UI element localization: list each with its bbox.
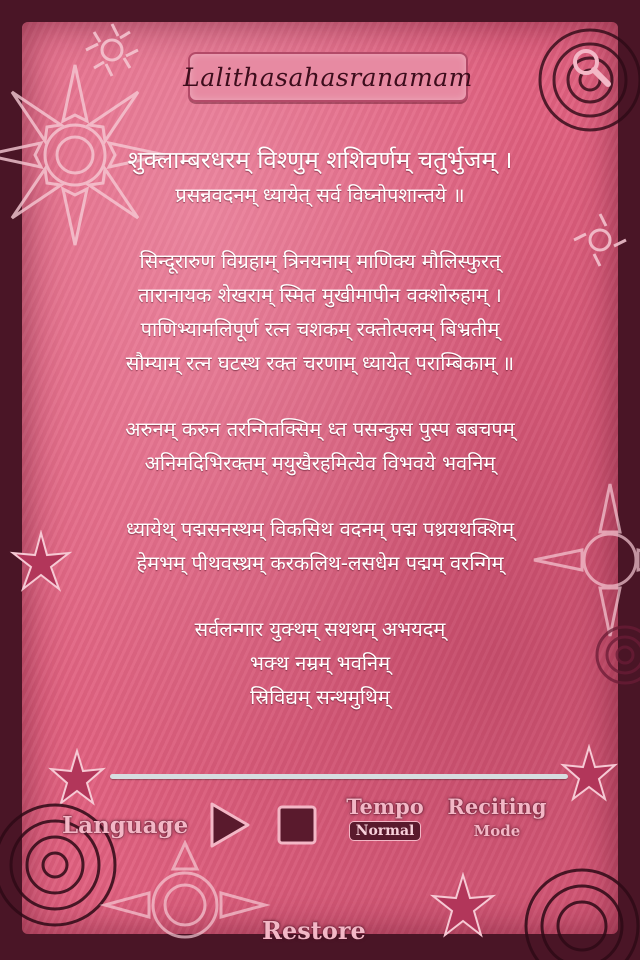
stanza [40, 244, 600, 380]
verse-line: अरुनम् करुन तरन्गितक्सिम् ध्त पसन्कुस पुस्प बबचपम् [125, 417, 515, 441]
swirl-ornament-top [82, 20, 142, 80]
tempo-button[interactable] [346, 794, 424, 841]
verse-line: भक्थ नम्रम् भवनिम् [249, 651, 391, 675]
verse-line: अनिमदिभिरक्तम् मयुखैरहमित्येव विभवये भवनिम् [144, 451, 496, 475]
app-title: Lalithasahasranamam [183, 62, 473, 92]
reciting-label: Reciting [447, 794, 547, 819]
magnifier-icon [568, 44, 616, 92]
title-plaque [183, 52, 473, 102]
verse-line: स्रिविद्यम् सन्थमुथिम् [250, 685, 390, 709]
tempo-value: Normal [349, 821, 422, 841]
tempo-label: Tempo [346, 794, 424, 819]
stop-icon [274, 802, 320, 848]
mandala-ornament-bottom-right [512, 856, 640, 960]
verse-line: ध्यायेथ् पद्मसनस्थम् विकसिथ वदनम् पद्म पथ्रयथक्शिम् [125, 517, 515, 541]
playback-progress-bar[interactable] [110, 774, 568, 779]
verse-line: सौम्याम् रत्न घटस्थ रक्त चरणाम् ध्यायेत् पराम्बिकाम् ॥ [125, 351, 515, 375]
stanza [40, 512, 600, 580]
verse-line: तारानायक शेखराम् स्मित मुखीमापीन वक्शोरुहाम् । [138, 283, 502, 307]
stanza [40, 612, 600, 714]
sun-ornament-bottom [90, 840, 280, 960]
restore-button[interactable]: Restore [262, 916, 366, 945]
verse-line: सिन्दूरारुण विग्रहाम् त्रिनयनाम् माणिक्य मौलिस्फुरत् [139, 249, 501, 273]
verse-line: पाणिभ्यामलिपूर्ण रत्न चशकम् रक्तोत्पलम् बिभ्रतीम् [140, 317, 500, 341]
language-button[interactable]: Language [62, 812, 189, 839]
verse-line: सर्वलन्गार युक्थम् सथथम् अभयदम् [194, 617, 446, 641]
play-icon [206, 800, 252, 850]
reciting-mode-label: Mode [473, 822, 521, 840]
verse-line: प्रसन्नवदनम् ध्यायेत् सर्व विघ्नोपशान्तये ॥ [175, 183, 465, 207]
stanza [40, 142, 600, 212]
play-button[interactable] [206, 800, 252, 850]
reciting-mode-button[interactable] [446, 794, 548, 840]
verse-text-area [40, 142, 600, 746]
stop-button[interactable] [274, 802, 320, 848]
star-ornament-bottom [428, 872, 498, 942]
stanza [40, 412, 600, 480]
verse-line: हेमभम् पीथवस्थ्रम् करकलिथ-लसधेम पद्मम् वरन्गिम् [136, 551, 504, 575]
verse-line: शुक्लाम्बरधरम् विश्णुम् शशिवर्णम् चतुर्भुजम् । [127, 146, 513, 174]
search-button[interactable] [568, 44, 616, 92]
